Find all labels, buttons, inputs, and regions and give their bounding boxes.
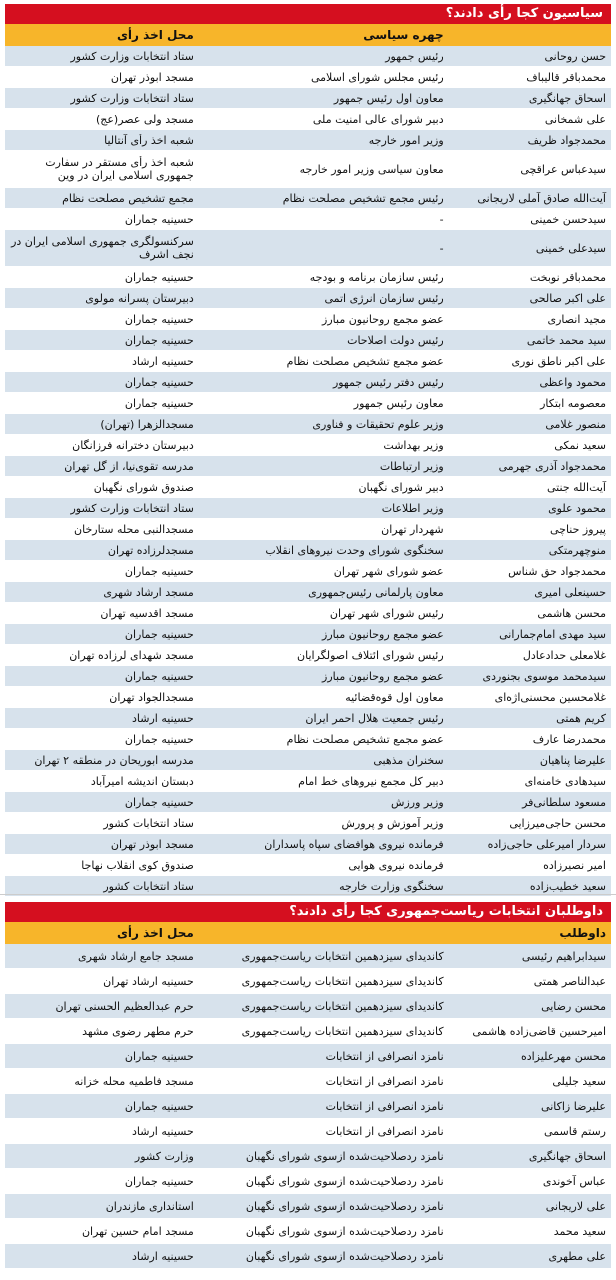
cell-place: حسینیه جماران	[124, 212, 194, 226]
cell-place: مسجد ابوذر تهران	[110, 70, 194, 84]
table-row	[5, 1069, 611, 1094]
cell-place: حسینیه جماران	[124, 1099, 194, 1113]
cell-name: علی مطهری	[548, 1249, 606, 1263]
politicians-rows	[5, 46, 611, 897]
cell-name: سیدحسن خمینی	[530, 212, 606, 226]
table-row	[5, 414, 611, 435]
header-status	[199, 922, 449, 944]
cell-name: سعید محمد	[553, 1224, 606, 1238]
cell-post: وزیر آموزش و پرورش	[341, 816, 444, 830]
cell-post: فرمانده نیروی هوایی	[348, 858, 444, 872]
cell-place: حسینیه جماران	[124, 732, 194, 746]
cell-name: سعید خطیب‌زاده	[529, 879, 606, 893]
cell-name: سعید جلیلی	[552, 1074, 606, 1088]
header-name	[449, 24, 611, 46]
cell-place: مسجد امام حسین تهران	[81, 1224, 194, 1238]
cell-name: سیدمحمد موسوی بجنوردی	[482, 669, 606, 683]
cell-place: استانداری مازندران	[105, 1199, 194, 1213]
cell-post: -	[439, 241, 444, 255]
cell-place: وزارت کشور	[134, 1149, 194, 1163]
table-row	[5, 351, 611, 372]
cell-place: حرم مطهر رضوی مشهد	[82, 1024, 194, 1038]
cell-place: حسینیه جماران	[124, 333, 194, 347]
cell-post: عضو مجمع تشخیص مصلحت نظام	[286, 732, 444, 746]
cell-place: ستاد انتخابات وزارت کشور	[70, 49, 194, 63]
cell-post: سخنگوی وزارت خارجه	[339, 879, 444, 893]
cell-name: سردار امیرعلی حاجی‌زاده	[487, 837, 606, 851]
cell-post: دبیر شورای نگهبان	[358, 480, 444, 494]
section-divider	[0, 894, 616, 895]
cell-name: معصومه ابتکار	[540, 396, 606, 410]
cell-name: محمدباقر قالیباف	[526, 70, 606, 84]
cell-post: نامزد ردصلاحیت‌شده ازسوی شورای نگهبان	[245, 1174, 444, 1188]
table-row	[5, 944, 611, 969]
cell-name: پیروز حناچی	[549, 522, 606, 536]
cell-name: سیدعلی خمینی	[535, 241, 606, 255]
table-row	[5, 477, 611, 498]
candidates-rows	[5, 944, 611, 1269]
cell-place: دبیرستان دخترانه فرزانگان	[72, 438, 194, 452]
cell-name: غلامحسین محسنی‌اژه‌ای	[494, 690, 606, 704]
table-row	[5, 188, 611, 209]
table-row	[5, 645, 611, 666]
cell-post: معاون پارلمانی رئیس‌جمهوری	[308, 585, 444, 599]
cell-place: ستاد انتخابات وزارت کشور	[70, 91, 194, 105]
table-row	[5, 309, 611, 330]
cell-place: مسجدالزهرا (تهران)	[100, 417, 194, 431]
cell-place: مدرسه تقوی‌نیا، از گل تهران	[64, 459, 194, 473]
table-row	[5, 1119, 611, 1144]
cell-place: حرم عبدالعظیم الحسنی تهران	[55, 999, 194, 1013]
cell-place: حسینیه جماران	[124, 270, 194, 284]
cell-place: مسجد ابوذر تهران	[110, 837, 194, 851]
cell-place: حسینیه جماران	[124, 795, 194, 809]
table-row	[5, 771, 611, 792]
table-row	[5, 46, 611, 67]
cell-place: حسینیه ارشاد تهران	[103, 974, 194, 988]
cell-name: سعید نمکی	[554, 438, 606, 452]
politicians-table	[5, 4, 611, 897]
cell-place: مسجد اقدسیه تهران	[100, 606, 194, 620]
cell-name: علیرضا زاکانی	[541, 1099, 606, 1113]
cell-name: آیت‌الله جنتی	[547, 480, 606, 494]
cell-name: حسن روحانی	[544, 49, 606, 63]
cell-post: رئیس مجلس شورای اسلامی	[311, 70, 444, 84]
cell-post: نامزد ردصلاحیت‌شده ازسوی شورای نگهبان	[245, 1149, 444, 1163]
cell-name: منصور غلامی	[545, 417, 606, 431]
table-row	[5, 1044, 611, 1069]
cell-name: سیدابراهیم رئیسی	[521, 949, 606, 963]
table-row	[5, 729, 611, 750]
cell-post: رئیس جمهور	[385, 49, 444, 63]
cell-place: مسجد فاطمیه محله خزانه	[74, 1074, 194, 1088]
cell-name: علی شمخانی	[544, 112, 606, 126]
table-row	[5, 372, 611, 393]
cell-name: عباس آخوندی	[542, 1174, 606, 1188]
cell-post: عضو مجمع روحانیون مبارز	[322, 312, 444, 326]
cell-post: رئیس دولت اصلاحات	[347, 333, 444, 347]
cell-name: منوچهرمتکی	[548, 543, 606, 557]
cell-place: مسجدالنبی محله ستارخان	[74, 522, 194, 536]
cell-post: وزیر ارتباطات	[379, 459, 444, 473]
table-row	[5, 1094, 611, 1119]
table-row	[5, 994, 611, 1019]
table-row	[5, 666, 611, 687]
table-row	[5, 109, 611, 130]
header-candidate: داوطلب	[559, 926, 606, 940]
table-row	[5, 151, 611, 188]
politicians-header-row	[5, 24, 611, 46]
cell-post: عضو مجمع تشخیص مصلحت نظام	[286, 354, 444, 368]
cell-name: محسن هاشمی	[537, 606, 606, 620]
cell-name: امیر نصیرزاده	[543, 858, 606, 872]
cell-place: حسینیه جماران	[124, 396, 194, 410]
cell-place: مسجد جامع ارشاد شهری	[78, 949, 194, 963]
cell-place: حسینیه جماران	[124, 312, 194, 326]
table-row	[5, 582, 611, 603]
candidates-table	[5, 902, 611, 1269]
cell-name: محمدرضا عارف	[532, 732, 606, 746]
cell-name: سید محمد خاتمی	[526, 333, 606, 347]
cell-name: علی لاریجانی	[545, 1199, 606, 1213]
table-row	[5, 88, 611, 109]
cell-name: محمدباقر نوبخت	[529, 270, 606, 284]
cell-name: اسحاق جهانگیری	[528, 1149, 606, 1163]
cell-place: سرکنسولگری جمهوری اسلامی ایران در نجف اشرف	[11, 235, 194, 261]
table-row	[5, 855, 611, 876]
table-row	[5, 834, 611, 855]
table-row	[5, 519, 611, 540]
cell-post: نامزد انصرافی از انتخابات	[325, 1049, 444, 1063]
cell-place: شعبه اخذ رأی مستقر در سفارت جمهوری اسلامی ایران در وین	[45, 156, 194, 182]
cell-place: ستاد انتخابات وزارت کشور	[70, 501, 194, 515]
cell-post: کاندیدای سیزدهمین انتخابات ریاست‌جمهوری	[241, 1024, 444, 1038]
cell-post: رئیس شورای شهر تهران	[329, 606, 444, 620]
cell-name: محسن حاجی‌میرزایی	[509, 816, 606, 830]
cell-name: مجید انصاری	[547, 312, 606, 326]
cell-place: مسجدلرزاده تهران	[107, 543, 194, 557]
cell-place: شعبه اخذ رأی آنتالیا	[104, 133, 194, 147]
table-row	[5, 540, 611, 561]
cell-name: کریم همتی	[556, 711, 606, 725]
cell-place: حسینیه جماران	[124, 1174, 194, 1188]
cell-place: مسجد ولی عصر(عج)	[95, 112, 194, 126]
cell-place: مسجدالجواد تهران	[109, 690, 194, 704]
cell-place: حسینیه ارشاد	[131, 711, 194, 725]
table-row	[5, 209, 611, 230]
cell-post: رئیس جمعیت هلال احمر ایران	[305, 711, 444, 725]
cell-name: محمود علوی	[548, 501, 606, 515]
table-row	[5, 969, 611, 994]
cell-post: وزیر ورزش	[391, 795, 444, 809]
candidates-title: داوطلبان انتخابات ریاست‌جمهوری کجا رأی دادند؟	[5, 902, 611, 922]
cell-name: آیت‌الله صادق آملی لاریجانی	[477, 191, 606, 205]
cell-post: معاون اول رئیس جمهور	[333, 91, 444, 105]
cell-post: عضو مجمع روحانیون مبارز	[322, 627, 444, 641]
table-row	[5, 750, 611, 771]
cell-post: کاندیدای سیزدهمین انتخابات ریاست‌جمهوری	[241, 949, 444, 963]
cell-place: صندوق کوی انقلاب نهاجا	[81, 858, 194, 872]
cell-name: محسن رضایی	[541, 999, 606, 1013]
cell-post: معاون رئیس جمهور	[353, 396, 444, 410]
cell-post: معاون اول قوه‌قضائیه	[345, 690, 444, 704]
cell-name: عبدالناصر همتی	[533, 974, 606, 988]
cell-post: وزیر بهداشت	[383, 438, 444, 452]
cell-post: عضو شورای شهر تهران	[333, 564, 444, 578]
cell-name: محمدجواد ظریف	[527, 133, 606, 147]
candidates-header-row	[5, 922, 611, 944]
cell-name: محمود واعظی	[539, 375, 606, 389]
cell-place: حسینیه جماران	[124, 564, 194, 578]
cell-post: -	[439, 212, 444, 226]
cell-post: نامزد ردصلاحیت‌شده ازسوی شورای نگهبان	[245, 1199, 444, 1213]
cell-name: سیدهادی خامنه‌ای	[524, 774, 606, 788]
cell-name: امیرحسین قاضی‌زاده هاشمی	[472, 1024, 606, 1038]
cell-name: محمدجواد حق شناس	[508, 564, 606, 578]
cell-post: سخنگوی شورای وحدت نیروهای انقلاب	[265, 543, 444, 557]
header-place: محل اخذ رأی	[116, 28, 194, 42]
cell-name: حسینعلی امیری	[534, 585, 606, 599]
cell-place: حسینیه جماران	[124, 627, 194, 641]
politicians-title: سیاسیون کجا رأی دادند؟	[5, 4, 611, 24]
cell-place: صندوق شورای نگهبان	[93, 480, 194, 494]
cell-name: غلامعلی حدادعادل	[522, 648, 606, 662]
cell-post: رئیس شورای ائتلاف اصولگرایان	[297, 648, 444, 662]
cell-post: رئیس سازمان انرژی اتمی	[324, 291, 444, 305]
cell-name: مسعود سلطانی‌فر	[522, 795, 606, 809]
table-row	[5, 1194, 611, 1219]
cell-post: دبیر کل مجمع نیروهای خط امام	[298, 774, 444, 788]
cell-post: نامزد ردصلاحیت‌شده ازسوی شورای نگهبان	[245, 1249, 444, 1263]
table-row	[5, 1144, 611, 1169]
cell-post: شهردار تهران	[381, 522, 444, 536]
table-row	[5, 330, 611, 351]
cell-post: رئیس سازمان برنامه و بودجه	[309, 270, 444, 284]
table-row	[5, 603, 611, 624]
table-row	[5, 561, 611, 582]
cell-place: مدرسه ابوریحان در منطقه ۲ تهران	[34, 753, 194, 767]
cell-post: رئیس دفتر رئیس جمهور	[332, 375, 444, 389]
table-row	[5, 813, 611, 834]
cell-place: مسجد ارشاد شهری	[103, 585, 194, 599]
cell-post: وزیر امور خارجه	[368, 133, 444, 147]
cell-post: کاندیدای سیزدهمین انتخابات ریاست‌جمهوری	[241, 999, 444, 1013]
cell-post: دبیر شورای عالی امنیت ملی	[312, 112, 444, 126]
cell-place: حسینیه ارشاد	[131, 1124, 194, 1138]
table-row	[5, 1169, 611, 1194]
cell-place: حسینیه ارشاد	[131, 354, 194, 368]
table-row	[5, 1244, 611, 1269]
header-place: محل اخذ رأی	[116, 926, 194, 940]
cell-post: وزیر علوم تحقیقات و فناوری	[312, 417, 444, 431]
cell-post: رئیس مجمع تشخیص مصلحت نظام	[282, 191, 444, 205]
cell-place: مجمع تشخیص مصلحت نظام	[62, 191, 194, 205]
cell-place: حسینیه جماران	[124, 1049, 194, 1063]
table-row	[5, 393, 611, 414]
cell-place: ستاد انتخابات کشور	[103, 816, 194, 830]
cell-place: حسینیه جماران	[124, 669, 194, 683]
cell-place: حسینیه ارشاد	[131, 1249, 194, 1263]
table-row	[5, 435, 611, 456]
table-row	[5, 288, 611, 309]
cell-place: دبیرستان پسرانه مولوی	[85, 291, 194, 305]
cell-post: کاندیدای سیزدهمین انتخابات ریاست‌جمهوری	[241, 974, 444, 988]
table-row	[5, 792, 611, 813]
cell-name: محسن مهرعلیزاده	[520, 1049, 606, 1063]
cell-post: نامزد انصرافی از انتخابات	[325, 1074, 444, 1088]
table-row	[5, 1219, 611, 1244]
table-row	[5, 624, 611, 645]
cell-name: رستم قاسمی	[543, 1124, 606, 1138]
cell-post: عضو مجمع روحانیون مبارز	[322, 669, 444, 683]
cell-post: معاون سیاسی وزیر امور خارجه	[299, 162, 444, 176]
cell-post: وزیر اطلاعات	[381, 501, 444, 515]
cell-place: دبستان اندیشه امیرآباد	[90, 774, 194, 788]
table-row	[5, 267, 611, 288]
cell-name: اسحاق جهانگیری	[528, 91, 606, 105]
cell-post: نامزد انصرافی از انتخابات	[325, 1124, 444, 1138]
cell-name: علیرضا پناهیان	[539, 753, 606, 767]
cell-name: علی اکبر صالحی	[529, 291, 606, 305]
table-row	[5, 456, 611, 477]
table-row	[5, 230, 611, 267]
cell-place: مسجد شهدای لرزاده تهران	[69, 648, 194, 662]
table-row	[5, 130, 611, 151]
table-row	[5, 67, 611, 88]
cell-name: محمدجواد آذری جهرمی	[498, 459, 606, 473]
cell-place: ستاد انتخابات کشور	[103, 879, 194, 893]
cell-name: سید مهدی امام‌جمارانی	[499, 627, 606, 641]
cell-post: نامزد ردصلاحیت‌شده ازسوی شورای نگهبان	[245, 1224, 444, 1238]
cell-name: سیدعباس عراقچی	[520, 162, 606, 176]
table-row	[5, 687, 611, 708]
table-row	[5, 498, 611, 519]
table-row	[5, 708, 611, 729]
cell-place: حسینیه جماران	[124, 375, 194, 389]
cell-post: سخنران مذهبی	[373, 753, 444, 767]
table-row	[5, 1019, 611, 1044]
header-post: چهره سیاسی	[363, 28, 444, 42]
cell-post: فرمانده نیروی هوافضای سپاه پاسداران	[264, 837, 444, 851]
cell-post: نامزد انصرافی از انتخابات	[325, 1099, 444, 1113]
cell-name: علی اکبر ناطق نوری	[511, 354, 606, 368]
